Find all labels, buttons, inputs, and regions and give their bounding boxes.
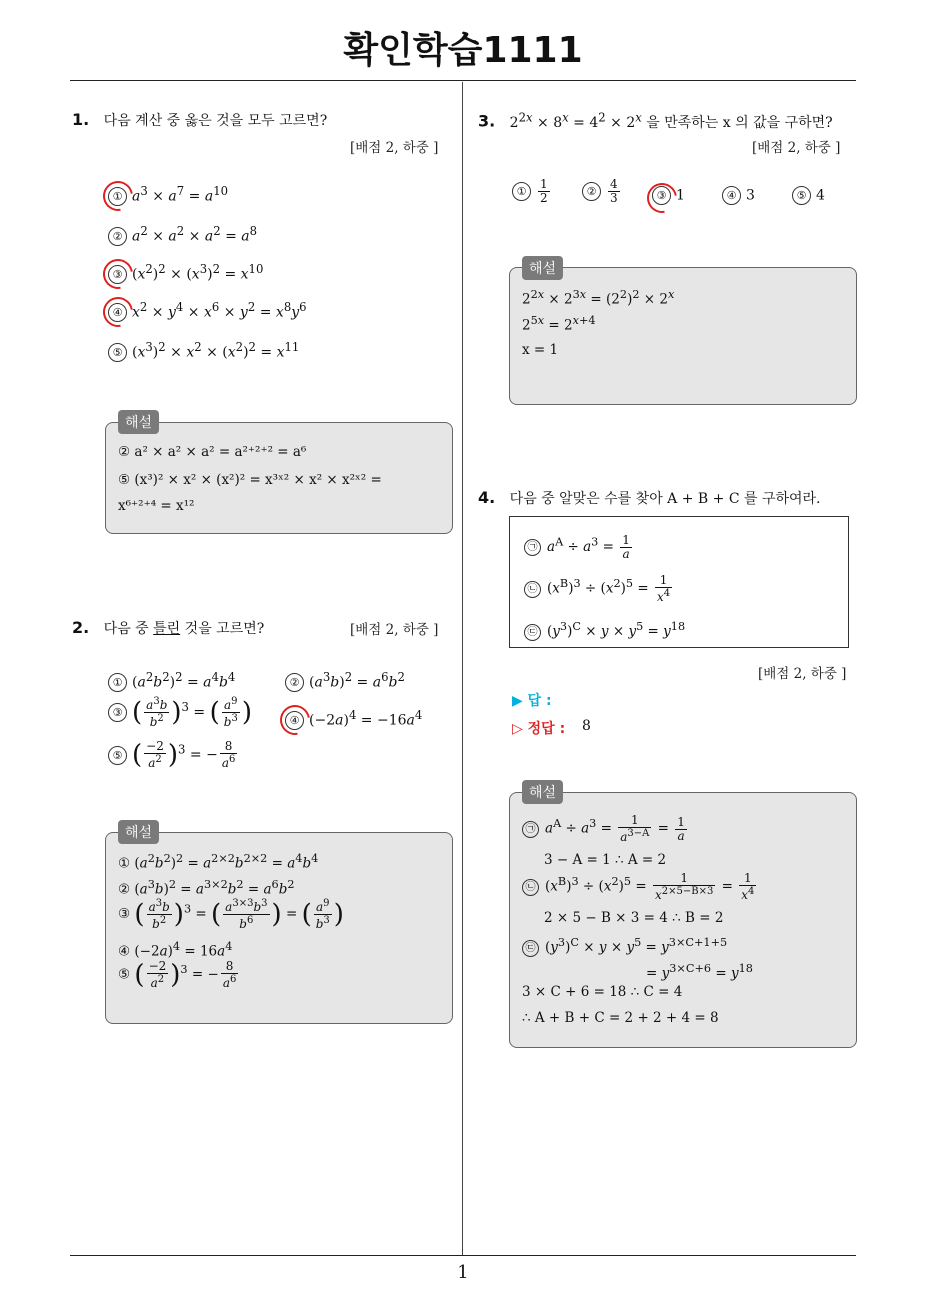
- question-text: 다음 중 틀린 것을 고르면?: [103, 621, 265, 637]
- solution-line: x = 1: [522, 342, 559, 358]
- question-meta: [배점 2, 하중 ]: [350, 140, 439, 156]
- option-number: ④: [285, 711, 304, 730]
- q3-option-1[interactable]: ① $\frac{1}{2}$: [512, 178, 552, 205]
- option-number: ①: [108, 673, 127, 692]
- q3-option-3[interactable]: ③ 1: [652, 186, 685, 205]
- question-3-header: [478, 110, 833, 132]
- question-text: 다음 중 알맞은 수를 찾아 A + B + C 를 구하여라.: [509, 491, 821, 507]
- solution-tag: 해설: [522, 256, 563, 280]
- condition-line: ㉢ $(y^3)^C \times y \times y^5 = y^{18}$: [524, 620, 685, 641]
- solution-line: ⑤ (x³)² × x² × (x²)² = x³ˣ² × x² × x²ˣ² =: [118, 472, 382, 488]
- solution-line: ㉠ $a^A \div a^3$ = $\frac{1}{a^{3-A}}$ = $\frac{1}{a}$: [522, 814, 689, 844]
- question-number: 4.: [478, 488, 496, 507]
- solution-line: ③ ( $\frac{a^3b}{b^2}$ )$^3$ = ( $\frac{a^{3\times 3}b^3}{b^6}$ ) = ( $\frac{a^9}{b^3}$ ): [118, 898, 344, 932]
- correct-answer-value: 8: [582, 718, 591, 734]
- column-divider: [462, 82, 463, 1256]
- question-text: 다음 계산 중 옳은 것을 모두 고르면?: [103, 113, 328, 129]
- solution-line: ⑤ ( $\frac{-2}{a^2}$ )$^3$ = − $\frac{8}{a^6}$: [118, 959, 237, 991]
- solution-tag: 해설: [118, 820, 159, 844]
- q1-option-2[interactable]: ② $a^2 \times a^2 \times a^2 = a^8$: [108, 224, 257, 246]
- question-1-header: [72, 110, 327, 130]
- selection-mark-icon: [97, 253, 139, 295]
- selection-mark-icon: [274, 699, 316, 741]
- solution-tag: 해설: [118, 410, 159, 434]
- q2-option-5[interactable]: ⑤ ( $\frac{-2}{a^2}$ )$^3$ = − $\frac{8}{a^6}$: [108, 740, 239, 770]
- top-rule: [70, 80, 856, 81]
- option-number: ②: [582, 182, 601, 201]
- page-number: 1: [457, 1262, 469, 1283]
- q1-option-4[interactable]: ④ $x^2 \times y^4 \times x^6 \times y^2 = x^8y^6$: [108, 300, 307, 322]
- question-4-header: [478, 488, 821, 508]
- option-number: ①: [108, 187, 127, 206]
- q3-option-2[interactable]: ② $\frac{4}{3}$: [582, 178, 622, 205]
- option-number: ③: [108, 703, 127, 722]
- option-number: ③: [108, 265, 127, 284]
- solution-tag: 해설: [522, 780, 563, 804]
- q2-option-1[interactable]: ① $(a^2b^2)^2 = a^4b^4$: [108, 670, 235, 692]
- solution-line: ㉡ $(x^B)^3 \div (x^2)^5$ = $\frac{1}{x^{2\times 5-B\times 3}}$ = $\frac{1}{x^4}$: [522, 872, 758, 902]
- q2-option-3[interactable]: ③ ( $\frac{a^3b}{b^2}$ )$^3$ = ( $\frac{a^9}{b^3}$ ): [108, 696, 252, 729]
- correct-answer-label: ▷ 정답 :: [512, 721, 566, 737]
- option-number: ②: [108, 227, 127, 246]
- selection-mark-icon: [97, 175, 139, 217]
- question-meta: [배점 2, 하중 ]: [752, 140, 841, 156]
- condition-line: ㉠ $a^A \div a^3$ = $\frac{1}{a}$: [524, 534, 634, 561]
- solution-line: ① $(a^2b^2)^2 = a^{2\times 2}b^{2\times 2} = a^4b^4$: [118, 852, 319, 872]
- solution-line: $2^{5x} = 2^{x+4}$: [522, 314, 596, 334]
- solution-line: = $y^{3\times C+6} = y^{18}$: [646, 962, 753, 982]
- q2-option-4[interactable]: ④ $(-2a)^4 = -16a^4$: [285, 708, 422, 730]
- question-2-header: [72, 618, 264, 638]
- solution-line: 3 × C + 6 = 18 ∴ C = 4: [522, 984, 683, 1000]
- q1-option-5[interactable]: ⑤ $(x^3)^2 \times x^2 \times (x^2)^2 = x^{11}$: [108, 340, 299, 362]
- solution-line: ㉢ $(y^3)^C \times y \times y^5 = y^{3\times C+1+5}$: [522, 936, 727, 957]
- selection-mark-icon: [641, 177, 683, 219]
- solution-line: x⁶⁺²⁺⁴ = x¹²: [118, 498, 195, 514]
- question-number: 1.: [72, 110, 90, 129]
- q2-option-2[interactable]: ② $(a^3b)^2 = a^6b^2$: [285, 670, 405, 692]
- option-number: ⑤: [108, 343, 127, 362]
- question-meta: [배점 2, 하중 ]: [758, 666, 847, 682]
- q1-option-1[interactable]: ① $a^3 \times a^7 = a^{10}$: [108, 184, 228, 206]
- question-text: $2^{2x} \times 8^x = 4^2 \times 2^x$ 을 만족하는 x 의 값을 구하면?: [509, 110, 833, 131]
- q3-option-4[interactable]: ④ 3: [722, 186, 755, 205]
- answer-label: ▶ 답 :: [512, 693, 552, 709]
- option-number: ②: [285, 673, 304, 692]
- page-title: 확인학습1111: [343, 30, 583, 71]
- question-meta: [배점 2, 하중 ]: [350, 622, 439, 638]
- solution-line: ④ $(-2a)^4 = 16a^4$: [118, 940, 233, 960]
- selection-mark-icon: [97, 291, 139, 333]
- option-number: ①: [512, 182, 531, 201]
- question-number: 2.: [72, 618, 90, 637]
- option-number: ⑤: [108, 746, 127, 765]
- q1-option-3[interactable]: ③ $(x^2)^2 \times (x^3)^2 = x^{10}$: [108, 262, 263, 284]
- solution-line: ② a² × a² × a² = a²⁺²⁺² = a⁶: [118, 444, 307, 460]
- solution-line: 2 × 5 − B × 3 = 4 ∴ B = 2: [544, 910, 724, 926]
- question-number: 3.: [478, 111, 496, 131]
- solution-line: $2^{2x} \times 2^{3x} = (2^2)^2 \times 2^x$: [522, 288, 675, 308]
- solution-line: ∴ A + B + C = 2 + 2 + 4 = 8: [522, 1010, 719, 1026]
- option-number: ⑤: [792, 186, 811, 205]
- solution-line: ② $(a^3b)^2 = a^{3\times 2}b^2 = a^6b^2$: [118, 878, 295, 898]
- solution-line: 3 − A = 1 ∴ A = 2: [544, 852, 667, 868]
- q3-option-5[interactable]: ⑤ 4: [792, 186, 825, 205]
- option-number: ③: [652, 186, 671, 205]
- bottom-rule: [70, 1255, 856, 1256]
- condition-line: ㉡ $(x^B)^3 \div (x^2)^5$ = $\frac{1}{x^4}$: [524, 574, 674, 604]
- option-number: ④: [108, 303, 127, 322]
- option-number: ④: [722, 186, 741, 205]
